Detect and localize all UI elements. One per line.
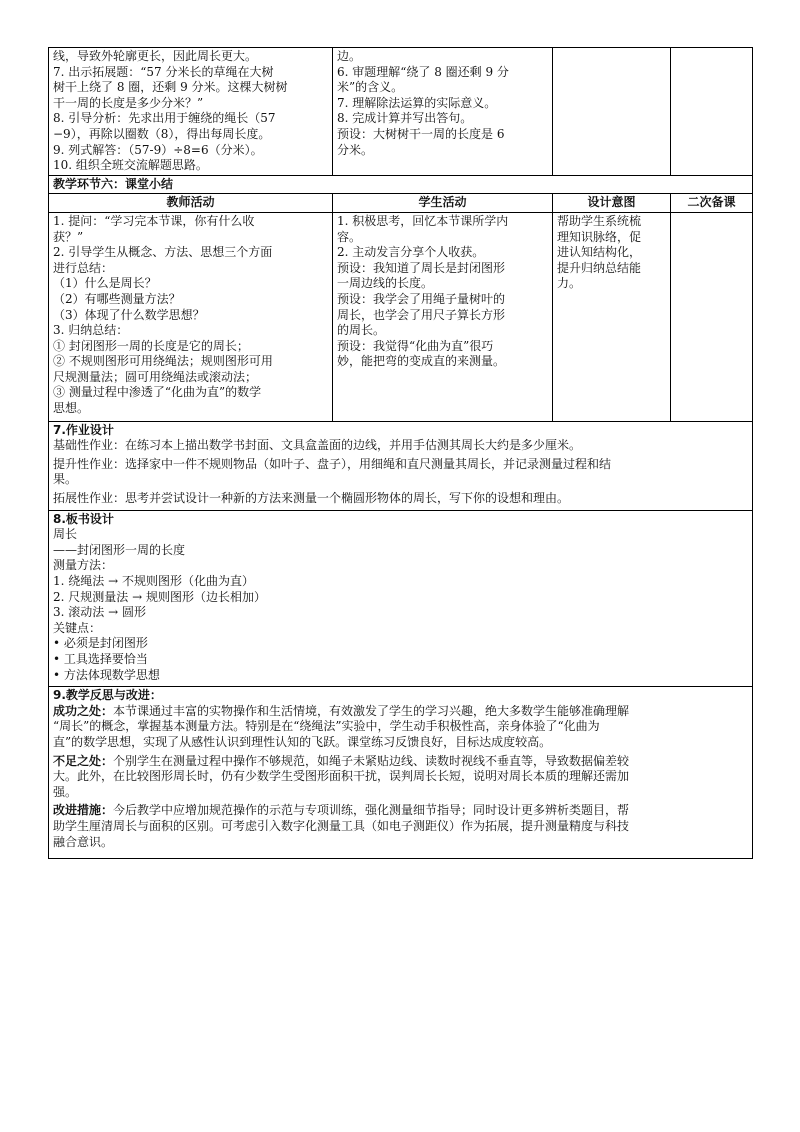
- section-7-title: 7.作业设计: [53, 422, 114, 437]
- text-line: 力。: [557, 276, 582, 291]
- text-line: 预设：我学会了用绳子量树叶的: [337, 291, 506, 306]
- text-line: 8. 完成计算并写出答句。: [337, 111, 473, 126]
- section-8-title: 8.板书设计: [53, 511, 114, 526]
- header-student-activity: 学生活动: [333, 194, 553, 213]
- student-activity-cell: [333, 212, 553, 421]
- text-line: 思想。: [53, 401, 90, 416]
- text-line: 米”的含义。: [337, 80, 404, 95]
- success-label: 成功之处：: [53, 703, 114, 718]
- board-line: 2. 尺规测量法 → 规则图形（边长相加）: [53, 589, 266, 604]
- text-line: 预设：我觉得“化曲为直”很巧: [337, 338, 494, 353]
- homework-section: [49, 421, 753, 510]
- shortcoming-label: 不足之处：: [53, 753, 114, 768]
- text-line: 进行总结：: [53, 260, 114, 275]
- text-line: 边。: [337, 49, 362, 63]
- board-line: 1. 绕绳法 → 不规则图形（化曲为直）: [53, 574, 254, 588]
- text-line: 强。: [53, 784, 78, 799]
- success-paragraph: [53, 704, 748, 751]
- text-line: 获？”: [53, 229, 84, 244]
- table-row: [49, 48, 753, 176]
- design-intent-cell: [553, 212, 671, 421]
- text-line: 7. 理解除法运算的实际意义。: [337, 95, 497, 110]
- text-line: 6. 审题理解“绕了 8 圈还剩 9 分: [337, 64, 509, 79]
- text-line: 2. 引导学生从概念、方法、思想三个方面: [53, 245, 273, 260]
- basic-homework: 基础性作业：在练习本上描出数学书封面、文具盒盖面的边线，并用手估测其周长大约是多少厘米。: [53, 438, 582, 453]
- header-row: [49, 194, 753, 213]
- design-intent-cell: [553, 48, 671, 176]
- reflection-cell: [49, 687, 753, 859]
- teacher-activity-cell: [49, 48, 333, 176]
- second-prep-cell: [671, 48, 753, 176]
- text-line: 直”的数学思想，实现了从感性认识到理性认知的飞跃。课堂练习反馈良好，目标达成度较高。: [53, 734, 552, 749]
- student-activity-cell: [333, 48, 553, 176]
- header-design-intent: 设计意图: [553, 194, 671, 213]
- blackboard-cell: [49, 510, 753, 687]
- table-row: [49, 212, 753, 421]
- text-line: 融合意识。: [53, 834, 114, 849]
- board-line: 3. 滚动法 → 圆形: [53, 605, 146, 620]
- text-line: 妙，能把弯的变成直的来测量。: [337, 354, 506, 369]
- text-line: 树干上绕了 8 圈，还剩 9 分米。这棵大树树: [53, 80, 288, 95]
- lesson-plan-table: [48, 47, 753, 859]
- second-prep-cell: [671, 212, 753, 421]
- text-line: （1）什么是周长？: [53, 276, 157, 291]
- text-line: ③ 测量过程中渗透了“化曲为直”的数学: [53, 385, 262, 400]
- extended-homework: 拓展性作业：思考并尝试设计一种新的方法来测量一个椭圆形物体的周长，写下你的设想和理由。: [53, 491, 570, 506]
- text-line: 10. 组织全班交流解题思路。: [53, 158, 208, 173]
- text-line: 1. 提问：“学习完本节课，你有什么收: [53, 213, 255, 228]
- text-line: 容。: [337, 229, 362, 244]
- board-line: • 工具选择要恰当: [53, 651, 148, 666]
- text-line: 理知识脉络，促: [557, 229, 642, 244]
- text-line: （3）体现了什么数学思想？: [53, 307, 205, 322]
- text-line: 2. 主动发言分享个人收获。: [337, 245, 485, 260]
- text-line: −9），再除以圈数（8），得出每周长度。: [53, 126, 271, 141]
- text-line: 线，导致外轮廓更长，因此周长更大。: [53, 49, 258, 63]
- improvement-label: 改进措施：: [53, 803, 114, 818]
- section-6-title: 教学环节六：课堂小结: [49, 175, 753, 194]
- text-line: 一周边线的长度。: [337, 276, 434, 291]
- text-line: 预设：我知道了周长是封闭图形: [337, 260, 506, 275]
- text-line: 果。: [53, 472, 78, 487]
- text-line: 预设：大树树干一周的长度是 6: [337, 126, 505, 141]
- lesson-plan-page: [48, 47, 752, 859]
- shortcoming-paragraph: [53, 754, 748, 801]
- text-line: 个别学生在测量过程中操作不够规范，如绳子未紧贴边线、读数时视线不垂直等，导致数据偏差较: [113, 753, 630, 768]
- text-line: 进认知结构化，: [557, 245, 642, 260]
- text-line: 今后教学中应增加规范操作的示范与专项训练，强化测量细节指导；同时设计更多辨析类题目，帮: [113, 803, 630, 818]
- board-line: 周长: [53, 527, 78, 542]
- text-line: 7. 出示拓展题：“57 分米长的草绳在大树: [53, 64, 274, 79]
- section-title-row: [49, 175, 753, 194]
- text-line: 周长，也学会了用尺子算长方形: [337, 307, 506, 322]
- text-line: 3. 归纳总结：: [53, 323, 129, 338]
- teacher-activity-cell: [49, 212, 333, 421]
- improvement-paragraph: [53, 803, 748, 850]
- board-line: ——封闭图形一周的长度: [53, 542, 186, 557]
- header-second-prep: 二次备课: [671, 194, 753, 213]
- text-line: 分米。: [337, 142, 374, 157]
- text-line: （2）有哪些测量方法？: [53, 291, 181, 306]
- board-line: 关键点：: [53, 620, 102, 635]
- board-line: • 必须是封闭图形: [53, 636, 148, 651]
- text-line: ② 不规则图形可用绕绳法；规则图形可用: [53, 354, 273, 369]
- reflection-section: [49, 687, 753, 859]
- text-line: 大。此外，在比较图形周长时，仍有少数学生受图形面积干扰，误判周长长短，说明对周长本质的理解还需加: [53, 769, 630, 784]
- board-line: 测量方法：: [53, 558, 114, 573]
- text-line: 提升性作业：选择家中一件不规则物品（如叶子、盘子），用细绳和直尺测量其周长，并记录测量过程和结: [53, 456, 612, 471]
- text-line: 本节课通过丰富的实物操作和生活情境，有效激发了学生的学习兴趣，绝大多数学生能够准确理解: [113, 703, 630, 718]
- text-line: 提升归纳总结能: [557, 260, 642, 275]
- text-line: 尺规测量法；圆可用绕绳法或滚动法；: [53, 369, 258, 384]
- text-line: 1. 积极思考，回忆本节课所学内: [337, 213, 509, 228]
- header-teacher-activity: 教师活动: [49, 194, 333, 213]
- homework-cell: [49, 421, 753, 510]
- text-line: 8. 引导分析：先求出用于缠绕的绳长（57: [53, 111, 276, 126]
- text-line: 帮助学生系统梳: [557, 213, 642, 228]
- text-line: 助学生厘清周长与面积的区别。可考虑引入数字化测量工具（如电子测距仪）作为拓展，提升测量精度与科技: [53, 818, 630, 833]
- text-line: 的周长。: [337, 323, 386, 338]
- text-line: 干一周的长度是多少分米？”: [53, 95, 204, 110]
- board-line: • 方法体现数学思想: [53, 667, 160, 682]
- section-9-title: 9.教学反思与改进：: [53, 688, 162, 703]
- text-line: 9. 列式解答：（57-9）÷8=6（分米）。: [53, 142, 263, 157]
- blackboard-section: [49, 510, 753, 687]
- text-line: “周长”的概念，掌握基本测量方法。特别是在“绕绳法”实验中，学生动手积极性高，亲身体验了“化曲为: [53, 719, 600, 734]
- text-line: ① 封闭图形一周的长度是它的周长；: [53, 338, 249, 353]
